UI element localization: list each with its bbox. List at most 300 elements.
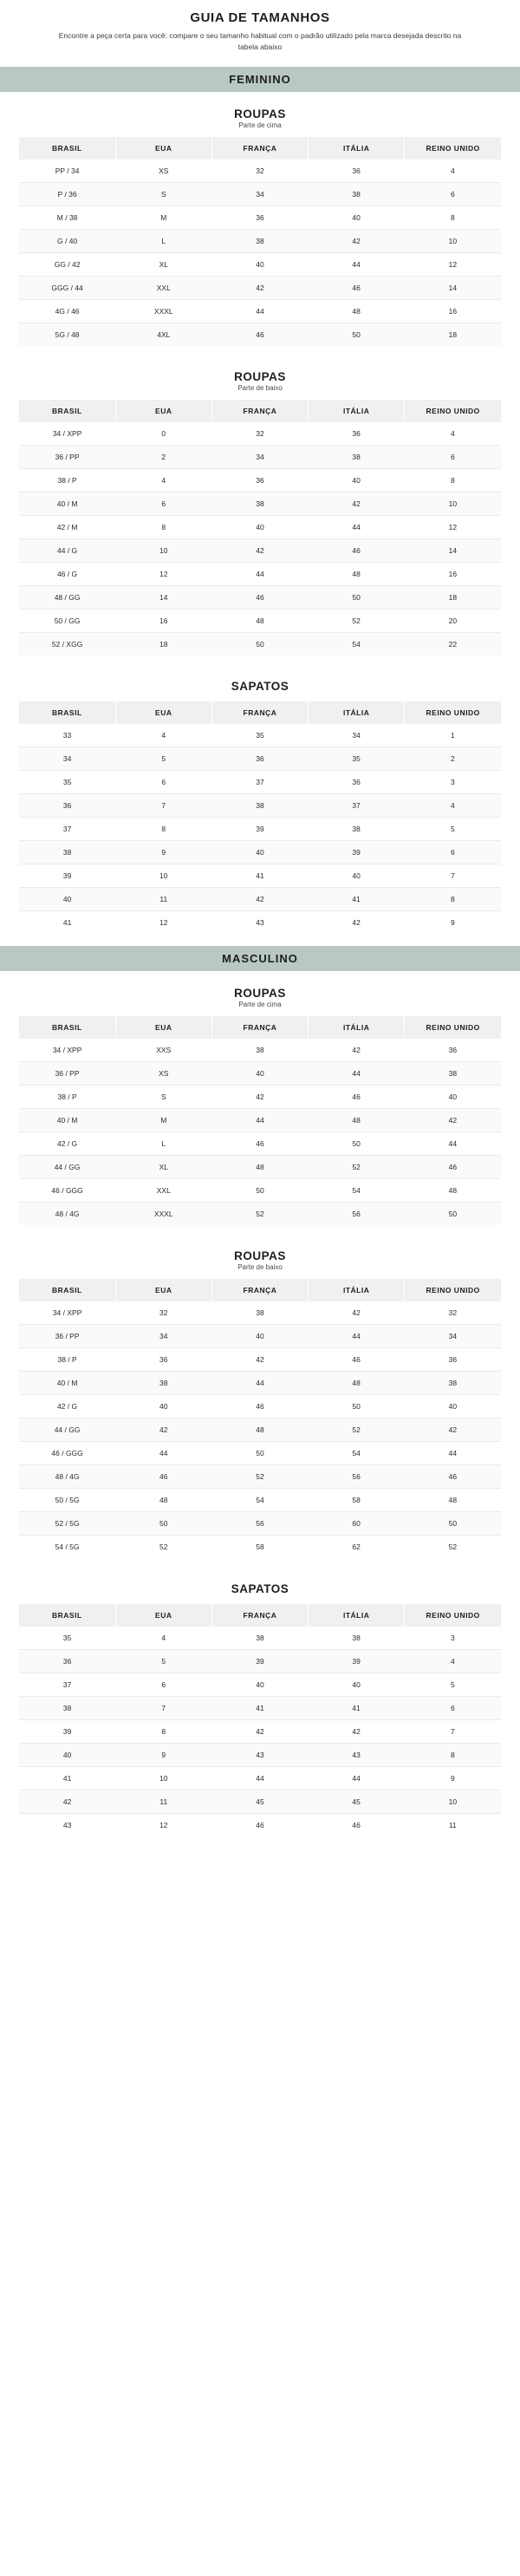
table-cell: 5G / 48 <box>19 323 115 346</box>
block-subtitle: Parte de baixo <box>237 1262 283 1271</box>
table-cell: 9 <box>405 1766 501 1790</box>
table-cell: 52 <box>115 1535 211 1558</box>
table-cell: 10 <box>115 538 211 562</box>
table-row <box>19 585 501 609</box>
table-cell: 14 <box>405 538 501 562</box>
table-row <box>19 1347 501 1371</box>
table-cell: 40 / M <box>19 1371 115 1394</box>
table-cell: 9 <box>115 1743 211 1766</box>
table-cell: 34 / XPP <box>52 1308 82 1317</box>
column-header: FRANÇA <box>211 1016 308 1039</box>
column-header: EUA <box>115 1279 211 1301</box>
size-table <box>19 701 501 934</box>
table-row <box>19 1511 501 1535</box>
table-row <box>19 1418 501 1441</box>
table-cell: 48 <box>405 1178 501 1202</box>
table-cell: 34 / XPP <box>52 428 82 438</box>
table-row <box>19 1039 501 1062</box>
table-row <box>19 538 501 562</box>
table-cell: 39 <box>19 864 115 887</box>
table-cell: 12 <box>115 910 211 934</box>
table-header-row <box>19 137 501 160</box>
column-header: BRASIL <box>19 1016 115 1039</box>
table-cell: 4XL <box>115 323 211 346</box>
table-cell: GG / 42 <box>19 252 115 276</box>
table-cell: 52 <box>309 609 405 632</box>
table-cell: 41 <box>19 1766 115 1790</box>
table-cell: 44 <box>309 252 405 276</box>
table-cell: 8 <box>405 887 501 910</box>
block-subtitle: Parte de cima <box>238 1000 282 1008</box>
table-row <box>19 229 501 252</box>
table-cell: 34 <box>405 1324 501 1347</box>
table-cell: 5 <box>405 817 501 840</box>
size-table-block <box>0 1567 520 1845</box>
table-cell: 7 <box>115 793 211 817</box>
table-cell: 42 <box>19 1790 115 1813</box>
table-cell: 50 <box>309 585 405 609</box>
table-cell: 35 <box>256 730 264 740</box>
table-cell: 44 <box>405 1441 501 1464</box>
table-cell: 36 <box>448 1045 458 1054</box>
table-cell: 45 <box>309 1790 405 1813</box>
table-cell: 6 <box>115 492 211 515</box>
table-cell: 8 <box>405 1743 501 1766</box>
table-row <box>19 1719 501 1743</box>
table-cell: 8 <box>115 1719 211 1743</box>
table-cell: 46 <box>405 1464 501 1488</box>
table-row <box>19 1131 501 1155</box>
table-cell: 7 <box>405 1719 501 1743</box>
table-cell: 38 <box>256 1308 264 1317</box>
table-cell: 40 / M <box>19 1108 115 1131</box>
table-cell: 38 <box>309 445 405 468</box>
section-banner: FEMININO <box>0 67 520 92</box>
table-cell: 46 <box>211 1394 308 1418</box>
table-cell: 42 <box>211 1085 308 1108</box>
column-header: FRANÇA <box>211 1279 308 1301</box>
table-cell: S <box>115 1085 211 1108</box>
table-cell: 4G / 46 <box>19 299 115 323</box>
table-cell: 44 <box>115 1441 211 1464</box>
size-table-block <box>0 92 520 355</box>
size-table-block <box>0 664 520 942</box>
table-cell: 52 <box>309 1155 405 1178</box>
column-header: ITÁLIA <box>309 137 405 160</box>
table-row <box>19 1766 501 1790</box>
column-header: EUA <box>115 137 211 160</box>
table-row <box>19 817 501 840</box>
table-cell: 56 <box>309 1464 405 1488</box>
table-row <box>19 1535 501 1558</box>
table-cell: 46 <box>309 1085 405 1108</box>
table-cell: 18 <box>115 632 211 655</box>
column-header: ITÁLIA <box>309 1604 405 1627</box>
size-table-block <box>0 355 520 664</box>
table-cell: 37 <box>211 770 308 793</box>
table-row <box>19 160 501 183</box>
column-header: FRANÇA <box>211 701 308 724</box>
table-cell: 38 <box>309 182 405 205</box>
table-cell: 42 / G <box>19 1394 115 1418</box>
table-cell: 40 <box>211 1324 308 1347</box>
column-header: REINO UNIDO <box>405 1279 501 1301</box>
table-row <box>19 887 501 910</box>
table-cell: 40 <box>405 1085 501 1108</box>
block-subtitle: Parte de cima <box>238 121 282 129</box>
table-cell: 35 <box>19 770 115 793</box>
table-header-row <box>19 701 501 724</box>
table-cell: 46 <box>309 538 405 562</box>
table-cell: XXXL <box>115 1202 211 1225</box>
table-cell: L <box>115 229 211 252</box>
table-cell: 36 <box>115 1347 211 1371</box>
size-table <box>19 1279 501 1558</box>
table-cell: 1 <box>451 730 455 740</box>
table-cell: 3 <box>451 1633 455 1642</box>
table-cell: XS <box>159 166 169 175</box>
table-cell: 10 <box>115 1766 211 1790</box>
column-header: BRASIL <box>19 701 115 724</box>
table-cell: 6 <box>115 770 211 793</box>
table-cell: 4 <box>405 793 501 817</box>
table-cell: 36 <box>19 793 115 817</box>
table-cell: 35 <box>309 747 405 770</box>
table-cell: 0 <box>161 428 166 438</box>
table-cell: 48 <box>211 1418 308 1441</box>
table-cell: 41 <box>309 887 405 910</box>
block-subtitle <box>19 694 501 701</box>
table-cell: 39 <box>211 1649 308 1673</box>
table-cell: 14 <box>405 276 501 299</box>
table-cell: 6 <box>405 182 501 205</box>
table-cell: XXL <box>115 1178 211 1202</box>
table-cell: 42 <box>405 1108 501 1131</box>
table-cell: 41 <box>211 1696 308 1719</box>
table-cell: 48 <box>405 1488 501 1511</box>
table-row <box>19 1627 501 1650</box>
size-table-block <box>0 971 520 1234</box>
column-header: EUA <box>115 1016 211 1039</box>
table-cell: 38 <box>19 840 115 864</box>
table-cell: 2 <box>115 445 211 468</box>
column-header: FRANÇA <box>211 400 308 422</box>
table-cell: 44 <box>309 1324 405 1347</box>
table-cell: 52 <box>211 1464 308 1488</box>
table-cell: 50 <box>309 1394 405 1418</box>
table-row <box>19 468 501 492</box>
table-cell: XXS <box>156 1045 172 1054</box>
table-row <box>19 492 501 515</box>
table-cell: 42 / M <box>19 515 115 538</box>
table-cell: 40 <box>211 252 308 276</box>
table-cell: 44 <box>211 1108 308 1131</box>
table-cell: 4 <box>161 730 166 740</box>
table-cell: 42 <box>309 229 405 252</box>
table-cell: 40 <box>211 515 308 538</box>
column-header: ITÁLIA <box>309 1279 405 1301</box>
table-cell: 42 <box>309 492 405 515</box>
block-title: SAPATOS <box>231 1581 289 1595</box>
column-header: EUA <box>115 701 211 724</box>
table-cell: 50 / 5G <box>19 1488 115 1511</box>
table-cell: 6 <box>405 840 501 864</box>
table-row <box>19 1061 501 1085</box>
table-cell: 48 <box>309 299 405 323</box>
table-cell: 40 <box>115 1394 211 1418</box>
table-cell: 52 <box>405 1535 501 1558</box>
block-title: ROUPAS <box>234 107 286 121</box>
table-cell: 43 <box>211 1743 308 1766</box>
table-row <box>19 1202 501 1225</box>
table-cell: 36 <box>352 428 361 438</box>
column-header: BRASIL <box>19 1604 115 1627</box>
table-cell: 38 <box>211 229 308 252</box>
table-cell: 10 <box>405 229 501 252</box>
table-row <box>19 182 501 205</box>
column-header: REINO UNIDO <box>405 137 501 160</box>
table-cell: 35 <box>62 1633 72 1642</box>
size-table-block <box>0 1234 520 1567</box>
table-row <box>19 276 501 299</box>
table-cell: L <box>115 1131 211 1155</box>
table-cell: 10 <box>115 864 211 887</box>
table-cell: 48 <box>211 1155 308 1178</box>
table-cell: 5 <box>405 1673 501 1696</box>
table-cell: 36 / PP <box>19 445 115 468</box>
table-cell: 3 <box>405 770 501 793</box>
table-cell: 12 <box>115 562 211 585</box>
table-cell: 11 <box>115 1790 211 1813</box>
table-cell: 42 <box>352 1045 361 1054</box>
table-cell: 46 <box>211 1131 308 1155</box>
table-cell: 36 <box>211 747 308 770</box>
table-cell: 33 <box>62 730 72 740</box>
spacer <box>19 346 501 355</box>
table-cell: 44 <box>405 1131 501 1155</box>
page-title: GUIA DE TAMANHOS <box>190 10 330 25</box>
table-cell: XL <box>115 252 211 276</box>
column-header: BRASIL <box>19 400 115 422</box>
table-cell: 48 / 4G <box>19 1202 115 1225</box>
table-row <box>19 1394 501 1418</box>
table-cell: 8 <box>115 515 211 538</box>
table-cell: 40 <box>211 1061 308 1085</box>
table-cell: 50 <box>211 1441 308 1464</box>
table-row <box>19 299 501 323</box>
table-cell: 34 <box>211 445 308 468</box>
table-cell: 43 <box>19 1813 115 1836</box>
column-header: ITÁLIA <box>309 400 405 422</box>
table-cell: 38 <box>256 1633 264 1642</box>
table-row <box>19 632 501 655</box>
column-header: FRANÇA <box>211 137 308 160</box>
table-cell: 50 / GG <box>19 609 115 632</box>
table-cell: 42 <box>211 887 308 910</box>
table-row <box>19 1324 501 1347</box>
table-cell: 46 / GGG <box>19 1441 115 1464</box>
table-cell: 42 <box>115 1418 211 1441</box>
table-cell: 18 <box>405 323 501 346</box>
table-cell: 38 <box>309 817 405 840</box>
table-cell: 38 <box>19 1696 115 1719</box>
table-cell: 52 / 5G <box>19 1511 115 1535</box>
table-cell: 46 <box>309 1813 405 1836</box>
table-row <box>19 1464 501 1488</box>
table-cell: 34 <box>115 1324 211 1347</box>
table-cell: 54 <box>211 1488 308 1511</box>
table-cell: 37 <box>309 793 405 817</box>
table-cell: 46 <box>211 585 308 609</box>
table-cell: 40 <box>309 1673 405 1696</box>
table-cell: 42 <box>211 538 308 562</box>
table-cell: 18 <box>405 585 501 609</box>
table-cell: 42 <box>352 1308 361 1317</box>
table-cell: 36 / PP <box>19 1061 115 1085</box>
table-row <box>19 910 501 934</box>
table-cell: 38 <box>352 1633 361 1642</box>
block-subtitle: Parte de baixo <box>237 383 283 392</box>
table-cell: 38 <box>256 1045 264 1054</box>
table-cell: 44 / GG <box>19 1155 115 1178</box>
table-cell: 52 / XGG <box>19 632 115 655</box>
table-cell: 46 <box>115 1464 211 1488</box>
table-cell: 41 <box>19 910 115 934</box>
column-header: EUA <box>115 400 211 422</box>
block-title: ROUPAS <box>234 986 286 1000</box>
table-cell: 46 <box>309 1347 405 1371</box>
table-cell: 9 <box>115 840 211 864</box>
table-row <box>19 747 501 770</box>
table-row <box>19 1441 501 1464</box>
table-cell: 44 / GG <box>19 1418 115 1441</box>
table-cell: 39 <box>19 1719 115 1743</box>
table-cell: 43 <box>211 910 308 934</box>
table-cell: 46 / G <box>19 562 115 585</box>
column-header: ITÁLIA <box>309 701 405 724</box>
page-subtitle: Encontre a peça certa para você: compare o seu tamanho habitual com o padrão utilizado pela marca desejada descrito na tabela abaixo <box>58 31 462 51</box>
table-cell: 46 <box>309 276 405 299</box>
table-cell: 8 <box>405 205 501 229</box>
table-cell: 34 <box>211 182 308 205</box>
table-cell: 54 <box>309 1178 405 1202</box>
table-row <box>19 864 501 887</box>
table-cell: 2 <box>405 747 501 770</box>
table-cell: 42 / G <box>19 1131 115 1155</box>
table-cell: 40 <box>19 1743 115 1766</box>
sections-container <box>0 67 520 1845</box>
spacer <box>19 1558 501 1567</box>
spacer <box>19 1225 501 1234</box>
table-cell: 44 <box>211 562 308 585</box>
table-cell: 40 <box>309 468 405 492</box>
table-cell: 32 <box>159 1308 168 1317</box>
table-cell: 46 <box>211 323 308 346</box>
table-cell: S <box>115 182 211 205</box>
table-cell: 43 <box>309 1743 405 1766</box>
table-cell: 16 <box>115 609 211 632</box>
table-row <box>19 793 501 817</box>
table-row <box>19 323 501 346</box>
block-title: ROUPAS <box>234 1249 286 1262</box>
table-header-row <box>19 1016 501 1039</box>
table-cell: 4 <box>451 166 455 175</box>
table-cell: 38 <box>115 1371 211 1394</box>
table-cell: 42 <box>309 1719 405 1743</box>
table-cell: 42 <box>211 1347 308 1371</box>
table-row <box>19 840 501 864</box>
column-header: BRASIL <box>19 137 115 160</box>
table-cell: 6 <box>405 445 501 468</box>
table-cell: 37 <box>19 817 115 840</box>
table-cell: 44 <box>309 1766 405 1790</box>
table-row <box>19 515 501 538</box>
column-header: REINO UNIDO <box>405 1604 501 1627</box>
table-cell: 12 <box>405 515 501 538</box>
table-cell: 62 <box>309 1535 405 1558</box>
table-cell: 52 <box>309 1418 405 1441</box>
table-cell: 20 <box>405 609 501 632</box>
table-cell: 50 <box>309 1131 405 1155</box>
table-cell: 7 <box>405 864 501 887</box>
table-cell: M <box>115 205 211 229</box>
table-row <box>19 562 501 585</box>
column-header: REINO UNIDO <box>405 701 501 724</box>
spacer <box>19 655 501 664</box>
table-cell: 44 <box>309 515 405 538</box>
table-cell: 44 <box>211 299 308 323</box>
table-cell: 40 <box>211 840 308 864</box>
table-cell: 4 <box>405 1649 501 1673</box>
table-cell: 40 <box>309 864 405 887</box>
table-cell: 8 <box>115 817 211 840</box>
table-cell: 44 <box>309 1061 405 1085</box>
table-cell: 50 <box>405 1202 501 1225</box>
table-cell: 34 / XPP <box>52 1045 82 1054</box>
table-cell: 44 <box>211 1371 308 1394</box>
table-cell: M <box>115 1108 211 1131</box>
table-row <box>19 1085 501 1108</box>
spacer <box>19 934 501 942</box>
table-cell: 39 <box>309 840 405 864</box>
table-cell: 48 <box>309 1108 405 1131</box>
table-row <box>19 1108 501 1131</box>
table-cell: 34 <box>352 730 361 740</box>
table-cell: 40 <box>211 1673 308 1696</box>
table-cell: 58 <box>211 1535 308 1558</box>
table-cell: PP / 34 <box>55 166 80 175</box>
table-row <box>19 1155 501 1178</box>
table-row <box>19 445 501 468</box>
size-table <box>19 1016 501 1225</box>
table-cell: 36 <box>309 770 405 793</box>
table-row <box>19 205 501 229</box>
table-row <box>19 1696 501 1719</box>
table-cell: 48 / GG <box>19 585 115 609</box>
table-cell: 8 <box>405 468 501 492</box>
table-cell: 4 <box>115 468 211 492</box>
table-cell: 48 <box>115 1488 211 1511</box>
table-cell: 34 <box>19 747 115 770</box>
table-cell: 42 <box>211 276 308 299</box>
table-cell: 4 <box>161 1633 166 1642</box>
table-cell: 46 <box>211 1813 308 1836</box>
table-row <box>19 1301 501 1325</box>
table-header-row <box>19 1279 501 1301</box>
table-cell: 4 <box>451 428 455 438</box>
table-cell: 40 <box>309 205 405 229</box>
table-cell: 45 <box>211 1790 308 1813</box>
